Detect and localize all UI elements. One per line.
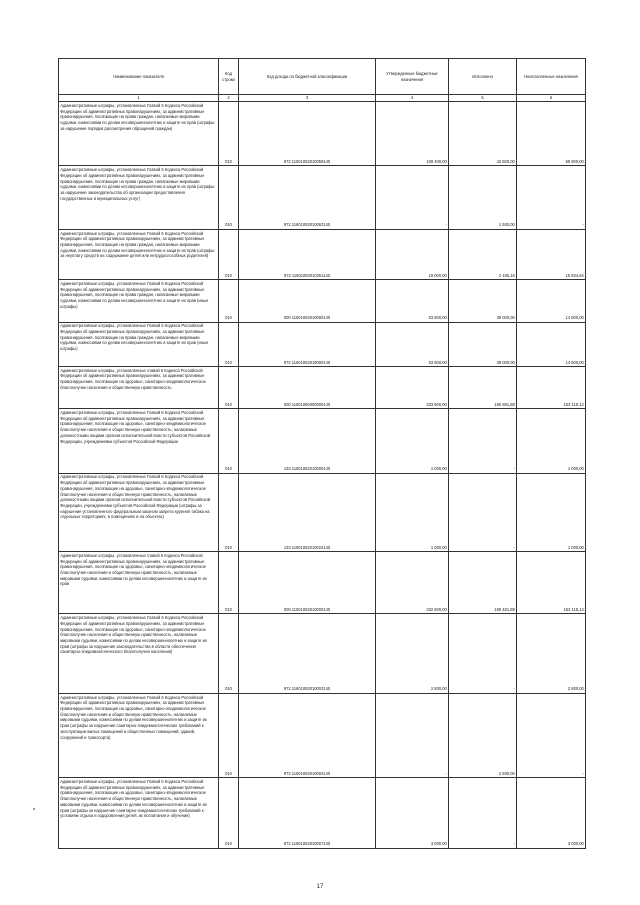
row-kbk: 133 11601062010024140	[239, 473, 376, 551]
row-line-code: 010	[219, 614, 239, 693]
column-number: 5	[449, 95, 517, 102]
row-name: Административные штрафы, установленные Главой 6 Кодекса Российской Федерации об административных правонарушениях, за административные правонарушения, посягающие на здоровье, санитарно-эпидемиологическое благополучие населения и общественную нравственность, налагаемые мировыми судьями, комиссиями по делам несовершеннолетних и защите их прав (штрафы за нарушение санитарно-эпидемиологических требований к эксплуатации жилых помещений и общественных помещений, зданий, сооружений и транспорта)	[59, 693, 219, 777]
row-approved: -	[376, 166, 449, 229]
row-executed: 1 500,00	[449, 166, 517, 229]
row-approved: 3 000,00	[376, 778, 449, 848]
row-approved: 2 800,00	[376, 614, 449, 693]
column-number: 1	[59, 95, 219, 102]
row-name: Административные штрафы, установленные Главой 6 Кодекса Российской Федерации об административных правонарушениях, за административные правонарушения, посягающие на здоровье, санитарно-эпидемиологическое благополучие населения и общественную нравственность, налагаемые мировыми судьями, комиссиями по делам несовершеннолетних и защите их прав (штрафы за нарушение законодательства в области обеспечения санитарно-эпидемиологического благополучия населения)	[59, 614, 219, 693]
row-name: Административные штрафы, установленные Главой 5 Кодекса Российской Федерации об административных правонарушениях, за административные правонарушения, посягающие на права граждан, налагаемые мировыми судьями, комиссиями по делам несовершеннолетних и защите их прав (штрафы за нарушение порядка рассмотрения обращений граждан)	[59, 102, 219, 166]
row-name: Административные штрафы, установленные Главой 6 Кодекса Российской Федерации об административных правонарушениях, за административные правонарушения, посягающие на здоровье, санитарно-эпидемиологическое благополучие населения и общественную нравственность, налагаемые мировыми судьями, комиссиями по делам несовершеннолетних и защите их прав (штрафы за нарушение санитарно-эпидемиологических требований к условиям отдыха и оздоровления детей, их воспитания и обучения)	[59, 778, 219, 848]
row-executed: 180 881,88	[449, 366, 517, 408]
row-kbk: 972 11601063010004140	[239, 693, 376, 777]
row-approved: 333 600,00	[376, 366, 449, 408]
row-line-code: 010	[219, 102, 239, 166]
table-row	[59, 693, 586, 777]
row-approved: 1 000,00	[376, 409, 449, 473]
row-unexecuted: 3 000,00	[517, 778, 586, 848]
header-executed: Исполнено	[449, 59, 517, 95]
row-approved: 332 600,00	[376, 552, 449, 614]
row-name: Административные штрафы, установленные Главой 5 Кодекса Российской Федерации об административных правонарушениях, за административные правонарушения, посягающие на права граждан, налагаемые мировыми судьями, комиссиями по делам несовершеннолетних и защите их прав (иные штрафы)	[59, 322, 219, 366]
row-name: Административные штрафы, установленные Главой 6 Кодекса Российской Федерации об административных правонарушениях, за административные правонарушения, посягающие на здоровье, санитарно-эпидемиологическое благополучие населения и общественную нравственность, налагаемые должностными лицами органов исполнительной власти субъектов Российской Федерации, учреждениями субъектов Российской Федерации (штрафы за нарушение установленного федеральным законом запрета курения табака на отдельных территориях, в помещениях и на объектах)	[59, 473, 219, 551]
table-row	[59, 614, 586, 693]
column-number: 6	[517, 95, 586, 102]
row-name: Административные штрафы, установленные Главой 5 Кодекса Российской Федерации об административных правонарушениях, за административные правонарушения, посягающие на права граждан, налагаемые мировыми судьями, комиссиями по делам несовершеннолетних и защите их прав (иные штрафы)	[59, 280, 219, 322]
row-line-code: 010	[219, 229, 239, 279]
row-kbk: 972 11601063010003140	[239, 614, 376, 693]
row-line-code: 010	[219, 693, 239, 777]
row-name: Административные штрафы, установленные главой 6 Кодекса Российской Федерации об административных правонарушениях, за административные правонарушения, посягающие на здоровье, санитарно-эпидемиологическое благополучие населения и общественную нравственность	[59, 366, 219, 408]
row-executed: -	[449, 473, 517, 551]
row-line-code: 010	[219, 166, 239, 229]
column-number-row	[59, 95, 586, 102]
row-approved: 1 000,00	[376, 473, 449, 551]
row-executed: -	[449, 614, 517, 693]
row-unexecuted: -	[517, 166, 586, 229]
row-approved: -	[376, 693, 449, 777]
row-unexecuted: 153 118,12	[517, 366, 586, 408]
column-number: 3	[239, 95, 376, 102]
table-row	[59, 102, 586, 166]
row-kbk: 000 11601063010000140	[239, 552, 376, 614]
row-unexecuted: 1 000,00	[517, 473, 586, 551]
row-line-code: 010	[219, 366, 239, 408]
row-name: Административные штрафы, установленные Главой 5 Кодекса Российской Федерации об административных правонарушениях, за административные правонарушения, посягающие на права граждан, налагаемые мировыми судьями, комиссиями по делам несовершеннолетних и защите их прав (штрафы за неуплату средств на содержание детей или нетрудоспособных родителей)	[59, 229, 219, 279]
table-row	[59, 473, 586, 551]
row-line-code: 010	[219, 778, 239, 848]
row-approved: 19 000,00	[376, 229, 449, 279]
table-row	[59, 229, 586, 279]
header-name: Наименование показателя	[59, 59, 219, 95]
table-row	[59, 552, 586, 614]
row-kbk: 972 11601053010351140	[239, 229, 376, 279]
row-executed: -	[449, 409, 517, 473]
row-line-code: 010	[219, 280, 239, 322]
table-row	[59, 778, 586, 848]
row-kbk: 972 11601063010007140	[239, 778, 376, 848]
row-name: Административные штрафы, установленные главой 6 Кодекса Российской Федерации об административных правонарушениях, за административные правонарушения, посягающие на здоровье, санитарно-эпидемиологическое благополучие населения и общественную нравственность, налагаемые мировыми судьями, комиссиями по делам несовершеннолетних и защите их прав	[59, 552, 219, 614]
table-row	[59, 409, 586, 473]
header-approved: Утвержденные бюджетные назначения	[376, 59, 449, 95]
row-kbk: 972 11601053019000140	[239, 322, 376, 366]
report-page	[58, 58, 585, 849]
row-approved: 53 600,00	[376, 280, 449, 322]
row-executed: 2 500,00	[449, 693, 517, 777]
row-approved: 53 600,00	[376, 322, 449, 366]
table-header-row	[59, 59, 586, 95]
row-line-code: 010	[219, 322, 239, 366]
row-kbk: 000 11601060000000140	[239, 366, 376, 408]
table-row	[59, 166, 586, 229]
row-name: Административные штрафы, установленные Главой 6 Кодекса Российской Федерации об административных правонарушениях, за административные правонарушения, посягающие на здоровье, санитарно-эпидемиологическое благополучие населения и общественную нравственность, налагаемые должностными лицами органов исполнительной власти субъектов Российской Федерации, учреждениями субъектов Российской Федерации	[59, 409, 219, 473]
row-kbk: 000 11601053010000140	[239, 280, 376, 322]
row-executed: 180 481,88	[449, 552, 517, 614]
row-unexecuted: -	[517, 693, 586, 777]
header-line-code: Код строки	[219, 59, 239, 95]
row-executed: -	[449, 778, 517, 848]
page-number: 17	[316, 884, 324, 890]
revenue-table	[58, 58, 586, 849]
row-executed: 39 000,00	[449, 280, 517, 322]
row-kbk: 972 11601053010059140	[239, 102, 376, 166]
table-row	[59, 366, 586, 408]
row-unexecuted: 65 900,00	[517, 102, 586, 166]
row-unexecuted: 1 000,00	[517, 409, 586, 473]
row-unexecuted: 152 118,12	[517, 552, 586, 614]
scan-speck	[33, 808, 35, 810]
row-unexecuted: 16 834,84	[517, 229, 586, 279]
row-unexecuted: 14 600,00	[517, 322, 586, 366]
row-name: Административные штрафы, установленные Главой 5 Кодекса Российской Федерации об административных правонарушениях, за административные правонарушения, посягающие на права граждан, налагаемые мировыми судьями, комиссиями по делам несовершеннолетних и защите их прав (штрафы за нарушение законодательства об организации предоставления государственных и муниципальных услуг)	[59, 166, 219, 229]
row-kbk: 972 11601053010063140	[239, 166, 376, 229]
row-unexecuted: 2 800,00	[517, 614, 586, 693]
table-row	[59, 322, 586, 366]
header-kbk: Код дохода по бюджетной классификации	[239, 59, 376, 95]
row-executed: 2 165,16	[449, 229, 517, 279]
column-number: 4	[376, 95, 449, 102]
row-unexecuted: 14 600,00	[517, 280, 586, 322]
row-executed: 42 500,00	[449, 102, 517, 166]
table-row	[59, 280, 586, 322]
row-line-code: 010	[219, 409, 239, 473]
column-number: 2	[219, 95, 239, 102]
row-kbk: 133 11601062010000140	[239, 409, 376, 473]
row-line-code: 010	[219, 552, 239, 614]
row-approved: 108 400,00	[376, 102, 449, 166]
row-line-code: 010	[219, 473, 239, 551]
row-executed: 39 000,00	[449, 322, 517, 366]
header-unexecuted: Неисполненные назначения	[517, 59, 586, 95]
